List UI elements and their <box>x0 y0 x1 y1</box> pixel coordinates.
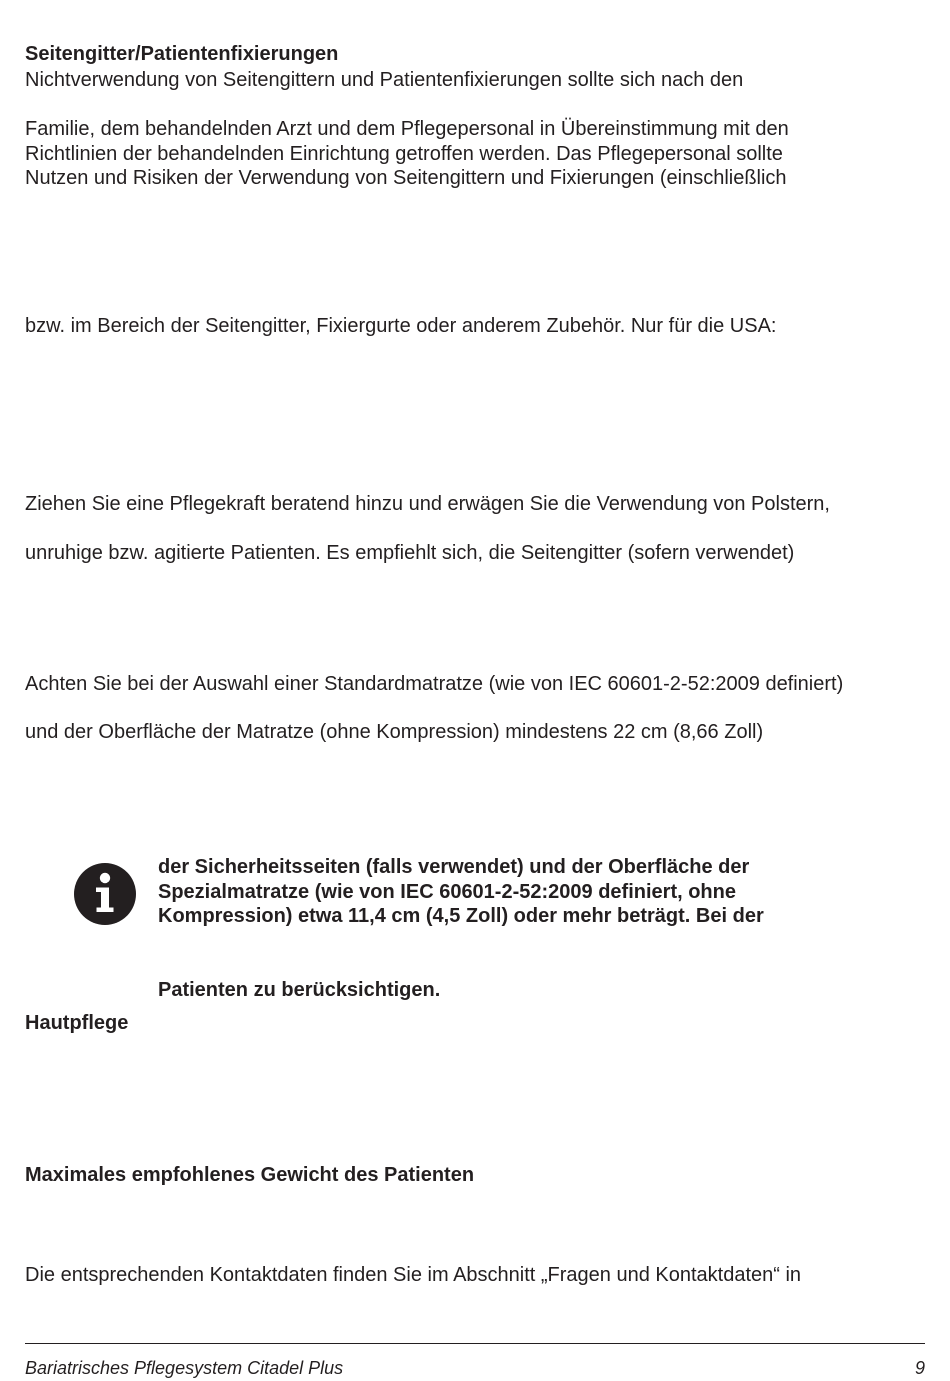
section-heading-max-weight: Maximales empfohlenes Gewicht des Patienten <box>25 1164 475 1186</box>
footer-divider <box>25 1343 925 1344</box>
paragraph-line: bzw. im Bereich der Seitengitter, Fixiergurte oder anderem Zubehör. Nur für die USA: <box>25 315 777 337</box>
paragraph-line: Nichtverwendung von Seitengittern und Patientenfixierungen sollte sich nach den <box>25 69 744 91</box>
section-heading-skin-care: Hautpflege <box>25 1012 129 1034</box>
paragraph-line: Achten Sie bei der Auswahl einer Standardmatratze (wie von IEC 60601-2-52:2009 definiert) <box>25 673 844 695</box>
info-note-line: Patienten zu berücksichtigen. <box>158 979 441 1001</box>
paragraph-line: unruhige bzw. agitierte Patienten. Es empfiehlt sich, die Seitengitter (sofern verwendet) <box>25 542 795 564</box>
section-heading-side-rails: Seitengitter/Patientenfixierungen <box>25 43 339 65</box>
footer-title: Bariatrisches Pflegesystem Citadel Plus <box>25 1358 344 1378</box>
info-note-line: Spezialmatratze (wie von IEC 60601-2-52:2009 definiert, ohne <box>158 881 736 903</box>
paragraph-line: und der Oberfläche der Matratze (ohne Kompression) mindestens 22 cm (8,66 Zoll) <box>25 721 764 743</box>
paragraph-line: Die entsprechenden Kontaktdaten finden Sie im Abschnitt „Fragen und Kontaktdaten“ in <box>25 1264 802 1286</box>
paragraph-line: Nutzen und Risiken der Verwendung von Seitengittern und Fixierungen (einschließlich <box>25 167 787 189</box>
info-note-line: der Sicherheitsseiten (falls verwendet) und der Oberfläche der <box>158 856 750 878</box>
paragraph-line: Familie, dem behandelnden Arzt und dem Pflegepersonal in Übereinstimmung mit den <box>25 118 789 140</box>
page-number: 9 <box>914 1358 925 1378</box>
paragraph-line: Richtlinien der behandelnden Einrichtung getroffen werden. Das Pflegepersonal sollte <box>25 143 783 165</box>
info-note-line: Kompression) etwa 11,4 cm (4,5 Zoll) oder mehr beträgt. Bei der <box>158 905 764 927</box>
info-icon <box>74 863 136 925</box>
paragraph-line: Ziehen Sie eine Pflegekraft beratend hinzu und erwägen Sie die Verwendung von Polstern, <box>25 493 830 515</box>
